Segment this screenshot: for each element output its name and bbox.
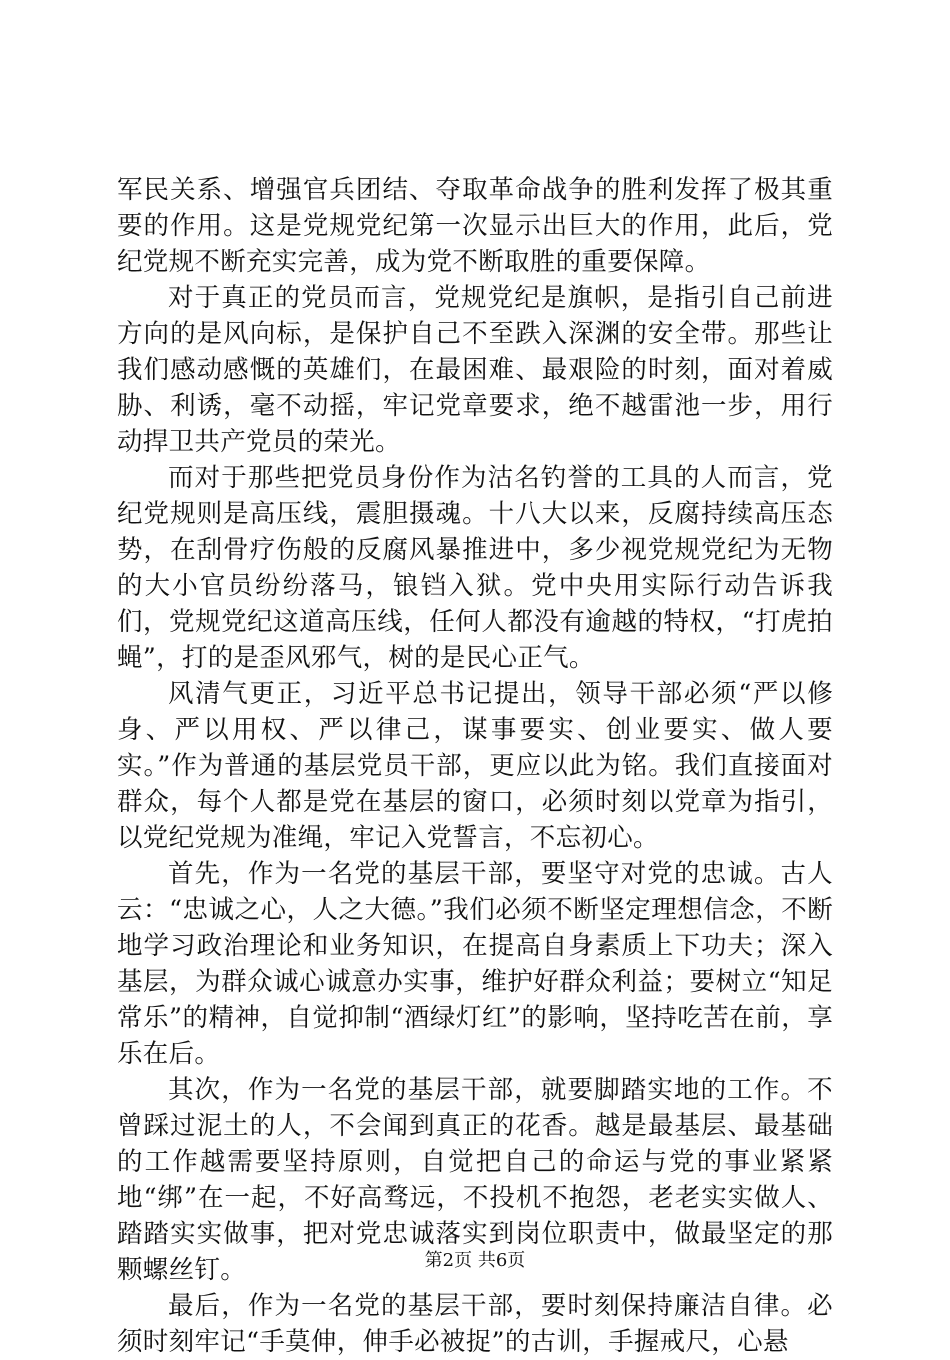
paragraph: 最后，作为一名党的基层干部，要时刻保持廉洁自律。必须时刻牢记“手莫伸，伸手必被捉”的古训，手握戒尺，心悬 bbox=[117, 1291, 833, 1357]
paragraph: 其次，作为一名党的基层干部，就要脚踏实地的工作。不曾踩过泥土的人，不会闻到真正的花香。越是最基层、最基础的工作越需要坚持原则，自觉把自己的命运与党的事业紧紧地“绑”在一起，不好高骛远，不投机不抱怨，老老实实做人、踏踏实实做事，把对党忠诚落实到岗位职责中，做最坚定的那颗螺丝钉。 bbox=[117, 1075, 833, 1285]
paragraph: 而对于那些把党员身份作为沽名钓誉的工具的人而言，党纪党规则是高压线，震胆摄魂。十八大以来，反腐持续高压态势，在刮骨疗伤般的反腐风暴推进中，多少视党规党纪为无物的大小官员纷纷落马，锒铛入狱。党中央用实际行动告诉我们，党规党纪这道高压线，任何人都没有逾越的特权，“打虎拍蝇”，打的是歪风邪气，树的是民心正气。 bbox=[117, 463, 833, 673]
paragraph: 首先，作为一名党的基层干部，要坚守对党的忠诚。古人云：“忠诚之心，人之大德。”我们必须不断坚定理想信念，不断地学习政治理论和业务知识，在提高自身素质上下功夫；深入基层，为群众诚心诚意办实事，维护好群众利益；要树立“知足常乐”的精神，自觉抑制“酒绿灯红”的影响，坚持吃苦在前，享乐在后。 bbox=[117, 859, 833, 1069]
body-text bbox=[117, 172, 833, 1360]
paragraph-continued: 军民关系、增强官兵团结、夺取革命战争的胜利发挥了极其重要的作用。这是党规党纪第一次显示出巨大的作用，此后，党纪党规不断充实完善，成为党不断取胜的重要保障。 bbox=[117, 175, 833, 277]
paragraph: 对于真正的党员而言，党规党纪是旗帜，是指引自己前进方向的是风向标，是保护自己不至跌入深渊的安全带。那些让我们感动感慨的英雄们，在最困难、最艰险的时刻，面对着威胁、利诱，毫不动摇，牢记党章要求，绝不越雷池一步，用行动捍卫共产党员的荣光。 bbox=[117, 283, 833, 457]
paragraph: 风清气更正，习近平总书记提出，领导干部必须“严以修身、严以用权、严以律己，谋事要实、创业要实、做人要实。”作为普通的基层党员干部，更应以此为铭。我们直接面对群众，每个人都是党在基层的窗口，必须时刻以党章为指引，以党纪党规为准绳，牢记入党誓言，不忘初心。 bbox=[117, 679, 833, 853]
page-footer: 第2页 共6页 bbox=[424, 1250, 526, 1271]
